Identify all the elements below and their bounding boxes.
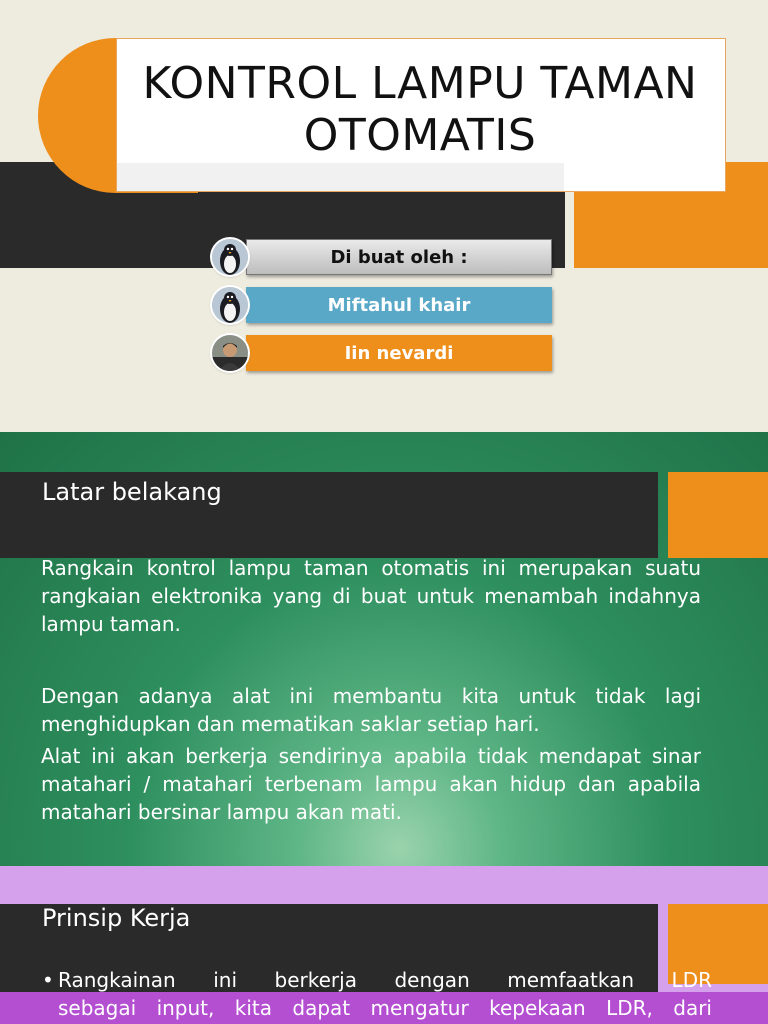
slide-heading: Prinsip Kerja (42, 904, 191, 932)
background-slide (0, 432, 768, 866)
list-item-continuation (42, 994, 712, 1022)
person-photo-icon (212, 335, 248, 371)
paragraph-3: Alat ini akan berkerja sendirinya apabila tidak mendapat sinar matahari / matahari terbenam lampu akan hidup dan apabila matahari bersinar lampu akan mati. (41, 744, 701, 824)
paragraph-1: Rangkain kontrol lampu taman otomatis ini merupakan suatu rangkaian elektronika yang di buat untuk menambah indahnya lampu taman. (41, 556, 701, 636)
slide-title (120, 58, 720, 162)
bullet-line-2: sebagai input, kita dapat mengatur kepekaan LDR, dari (58, 996, 712, 1020)
slide-heading: Latar belakang (42, 478, 222, 506)
title-slide (0, 0, 768, 432)
bullet-icon: • (42, 968, 54, 992)
penguin-icon (212, 239, 248, 275)
credit-label: Di buat oleh : (330, 246, 468, 268)
author-2-bar (246, 335, 552, 371)
penguin-icon (212, 287, 248, 323)
orange-block (668, 472, 768, 558)
author-2-name: Iin nevardi (344, 342, 454, 364)
paragraph-2: Dengan adanya alat ini membantu kita untuk tidak lagi menghidupkan dan mematikan saklar setiap hari. (41, 684, 701, 736)
author-1-name: Miftahul khair (327, 294, 471, 316)
bullet-list (42, 966, 712, 1022)
title-line-1: KONTROL LAMPU TAMAN (142, 58, 698, 109)
principle-slide (0, 866, 768, 1024)
bullet-line-1: Rangkainan ini berkerja dengan memfaatkan LDR (58, 968, 712, 992)
author-1-bar (246, 287, 552, 323)
list-item (42, 966, 712, 994)
title-line-2: OTOMATIS (303, 110, 537, 161)
credit-label-bar (246, 239, 552, 275)
title-box-footer-strip (117, 163, 564, 191)
